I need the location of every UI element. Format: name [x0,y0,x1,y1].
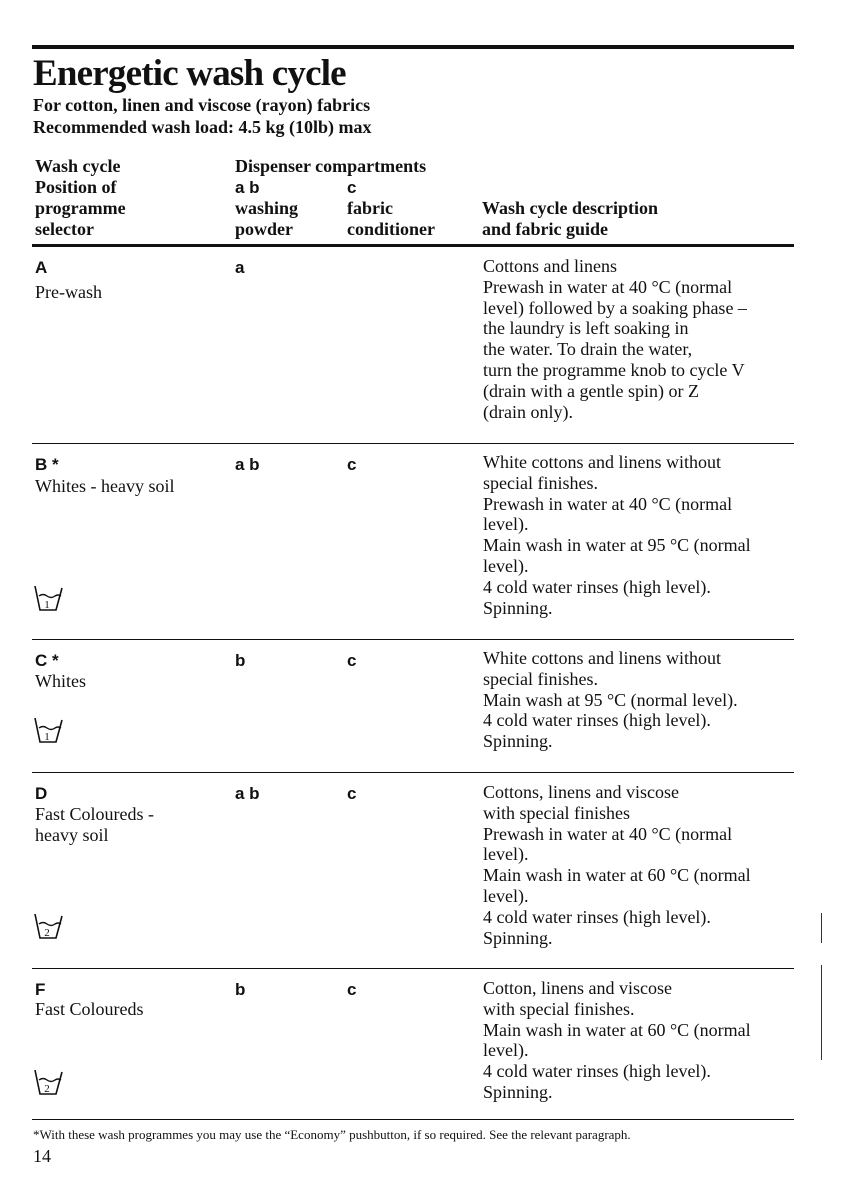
wash-tub-number: 1 [44,731,50,743]
header-fabric-conditioner [347,198,435,240]
header-washing-powder [235,198,298,240]
header-rule [32,244,794,247]
description-line: Spinning. [483,597,553,618]
subtitle-wash-load: Recommended wash load: 4.5 kg (10lb) max [33,117,372,137]
cycle-name-line: heavy soil [35,825,109,845]
wash-tub-icon [33,716,65,746]
page-title: Energetic wash cycle [33,53,346,94]
header-line: selector [35,219,94,239]
margin-mark [821,913,822,943]
header-comp-c-letter: c [347,178,357,197]
description-line: level). [483,555,529,576]
cycle-name [35,999,144,1020]
compartment-ab: a [235,258,245,277]
description-line: 4 cold water rinses (high level). [483,906,711,927]
bottom-rule [32,1119,794,1120]
description-line: Cottons and linens [483,256,617,276]
compartment-ab: a b [235,784,260,803]
compartment-c: c [347,980,357,999]
description-line: (drain only). [483,401,573,422]
header-dispenser-title: Dispenser compartments [235,156,427,176]
description-line: Main wash at 95 °C (normal level). [483,689,738,710]
description-line: 4 cold water rinses (high level). [483,710,711,731]
header-line: powder [235,219,293,239]
cycle-name-line: Pre-wash [35,282,102,302]
description-line: Prewash in water at 40 °C (normal [483,276,733,297]
cycle-description [483,782,803,948]
cycle-code: C * [35,651,59,670]
compartment-ab: b [235,651,246,670]
header-wash-cycle [35,156,126,240]
footnote: *With these wash programmes you may use the “Economy” pushbutton, if so required. See the relevant paragraph. [33,1127,631,1142]
header-line: fabric [347,198,393,218]
header-line: programme [35,198,126,218]
description-line: with special finishes. [483,998,635,1019]
compartment-c: c [347,784,357,803]
description-line: Cotton, linens and viscose [483,978,672,998]
description-line: special finishes. [483,472,598,493]
cycle-description [483,256,803,422]
header-comp-ab-letters: a b [235,178,260,197]
description-line: Spinning. [483,1081,553,1102]
row-divider [32,772,794,773]
cycle-description [483,978,803,1103]
cycle-code: A [35,258,48,277]
cycle-name [35,804,154,846]
header-line: Position of [35,177,117,197]
wash-tub-icon [33,1068,65,1098]
cycle-name-line: Whites - heavy soil [35,476,175,496]
cycle-name-line: Fast Coloureds - [35,804,154,824]
cycle-name-line: Whites [35,671,86,691]
cycle-name [35,476,174,497]
description-line: 4 cold water rinses (high level). [483,1061,711,1082]
description-line: level). [483,1040,529,1061]
cycle-description [483,452,803,618]
wash-tub-number: 2 [44,1083,50,1095]
compartment-ab: b [235,980,246,999]
compartment-ab: a b [235,455,260,474]
cycle-code: D [35,784,48,803]
compartment-c: c [347,455,357,474]
description-line: Spinning. [483,927,553,948]
row-divider [32,968,794,969]
cycle-code: B * [35,455,59,474]
wash-tub-icon [33,584,65,614]
description-line: White cottons and linens without [483,648,721,668]
row-divider [32,443,794,444]
cycle-name [35,282,102,303]
compartment-c: c [347,651,357,670]
header-line: and fabric guide [482,219,609,239]
description-line: Main wash in water at 60 °C (normal [483,865,751,886]
description-line: turn the programme knob to cycle V [483,359,745,380]
top-rule [32,45,794,49]
page-number: 14 [33,1146,51,1166]
cycle-name [35,671,86,692]
row-divider [32,639,794,640]
header-description [482,198,658,240]
cycle-name-line: Fast Coloureds [35,999,144,1019]
description-line: Spinning. [483,731,553,752]
description-line: Cottons, linens and viscose [483,782,679,802]
description-line: Prewash in water at 40 °C (normal [483,493,733,514]
description-line: Main wash in water at 95 °C (normal [483,535,751,556]
header-line: Wash cycle [35,156,121,176]
header-line: washing [235,198,299,218]
header-line: conditioner [347,219,435,239]
margin-mark [821,965,822,1060]
wash-tub-number: 2 [44,927,50,939]
description-line: Main wash in water at 60 °C (normal [483,1019,751,1040]
cycle-description [483,648,803,752]
description-line: level) followed by a soaking phase – [483,297,747,318]
description-line: level). [483,844,529,865]
description-line: the water. To drain the water, [483,339,693,360]
wash-tub-icon [33,912,65,942]
description-line: the laundry is left soaking in [483,318,689,339]
description-line: special finishes. [483,668,598,689]
description-line: Prewash in water at 40 °C (normal [483,823,733,844]
description-line: level). [483,885,529,906]
description-line: with special finishes [483,802,630,823]
description-line: White cottons and linens without [483,452,721,472]
cycle-code: F [35,980,46,999]
subtitle-fabrics: For cotton, linen and viscose (rayon) fabrics [33,95,371,115]
header-line: Wash cycle description [482,198,658,218]
description-line: (drain with a gentle spin) or Z [483,380,699,401]
description-line: 4 cold water rinses (high level). [483,576,711,597]
description-line: level). [483,514,529,535]
wash-tub-number: 1 [44,599,50,611]
